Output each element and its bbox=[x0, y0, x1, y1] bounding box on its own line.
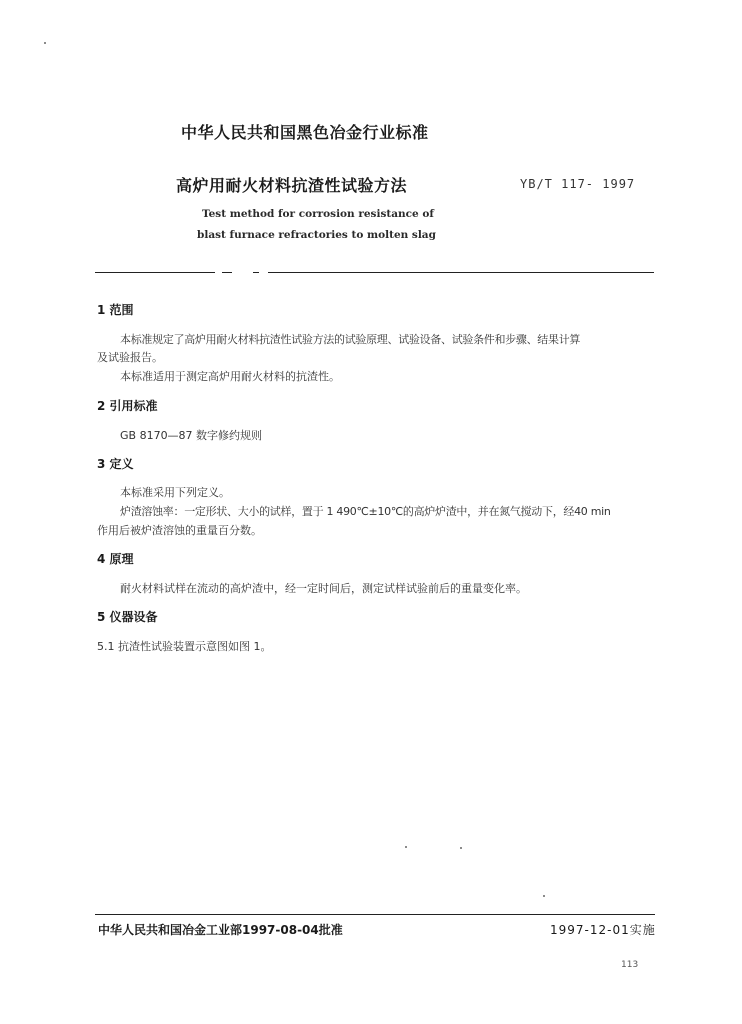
effective-date: 1997-12-01实施 bbox=[550, 923, 656, 937]
section-5-1-text: 5.1 抗渣性试验装置示意图如图 1。 bbox=[97, 640, 272, 653]
section-4-heading: 4 原理 bbox=[97, 552, 134, 566]
english-title-line-2: blast furnace refractories to molten slag bbox=[197, 229, 436, 241]
section-1-paragraph-2: 本标准适用于测定高炉用耐火材料的抗渣性。 bbox=[120, 370, 340, 383]
issuing-body-title: 中华人民共和国黑色冶金行业标准 bbox=[181, 123, 429, 142]
section-2-heading: 2 引用标准 bbox=[97, 399, 158, 413]
header-rule-segment bbox=[95, 272, 215, 273]
section-4-paragraph: 耐火材料试样在流动的高炉渣中，经一定时间后，测定试样试验前后的重量变化率。 bbox=[120, 582, 527, 595]
scan-speck bbox=[543, 895, 545, 897]
page-number: 113 bbox=[621, 960, 639, 970]
section-3-paragraph-2-line-1: 炉渣溶蚀率：一定形状、大小的试样，置于 1 490℃±10℃的高炉炉渣中，并在氮气搅动下，经40 min bbox=[120, 505, 611, 518]
standard-number: YB/T 117- 1997 bbox=[520, 177, 636, 191]
scan-speck bbox=[460, 847, 462, 849]
header-rule-segment bbox=[268, 272, 654, 273]
english-title-line-1: Test method for corrosion resistance of bbox=[202, 208, 434, 220]
section-1-heading: 1 范围 bbox=[97, 303, 134, 317]
scan-speck bbox=[44, 42, 46, 44]
section-3-heading: 3 定义 bbox=[97, 457, 134, 471]
section-1-paragraph-1-line-1: 本标准规定了高炉用耐火材料抗渣性试验方法的试验原理、试验设备、试验条件和步骤、结果计算 bbox=[120, 333, 581, 346]
footer-rule bbox=[95, 914, 655, 915]
header-rule-segment bbox=[253, 272, 259, 273]
section-3-paragraph-1: 本标准采用下列定义。 bbox=[120, 486, 230, 499]
standard-title: 高炉用耐火材料抗渣性试验方法 bbox=[176, 176, 408, 195]
section-1-paragraph-1-line-2: 及试验报告。 bbox=[97, 351, 163, 364]
scan-speck bbox=[405, 846, 407, 848]
section-5-heading: 5 仪器设备 bbox=[97, 610, 158, 624]
section-2-reference: GB 8170—87 数字修约规则 bbox=[120, 429, 263, 442]
section-3-paragraph-2-line-2: 作用后被炉渣溶蚀的重量百分数。 bbox=[97, 524, 262, 537]
approval-note: 中华人民共和国冶金工业部1997-08-04批准 bbox=[98, 923, 343, 937]
header-rule-segment bbox=[222, 272, 232, 273]
